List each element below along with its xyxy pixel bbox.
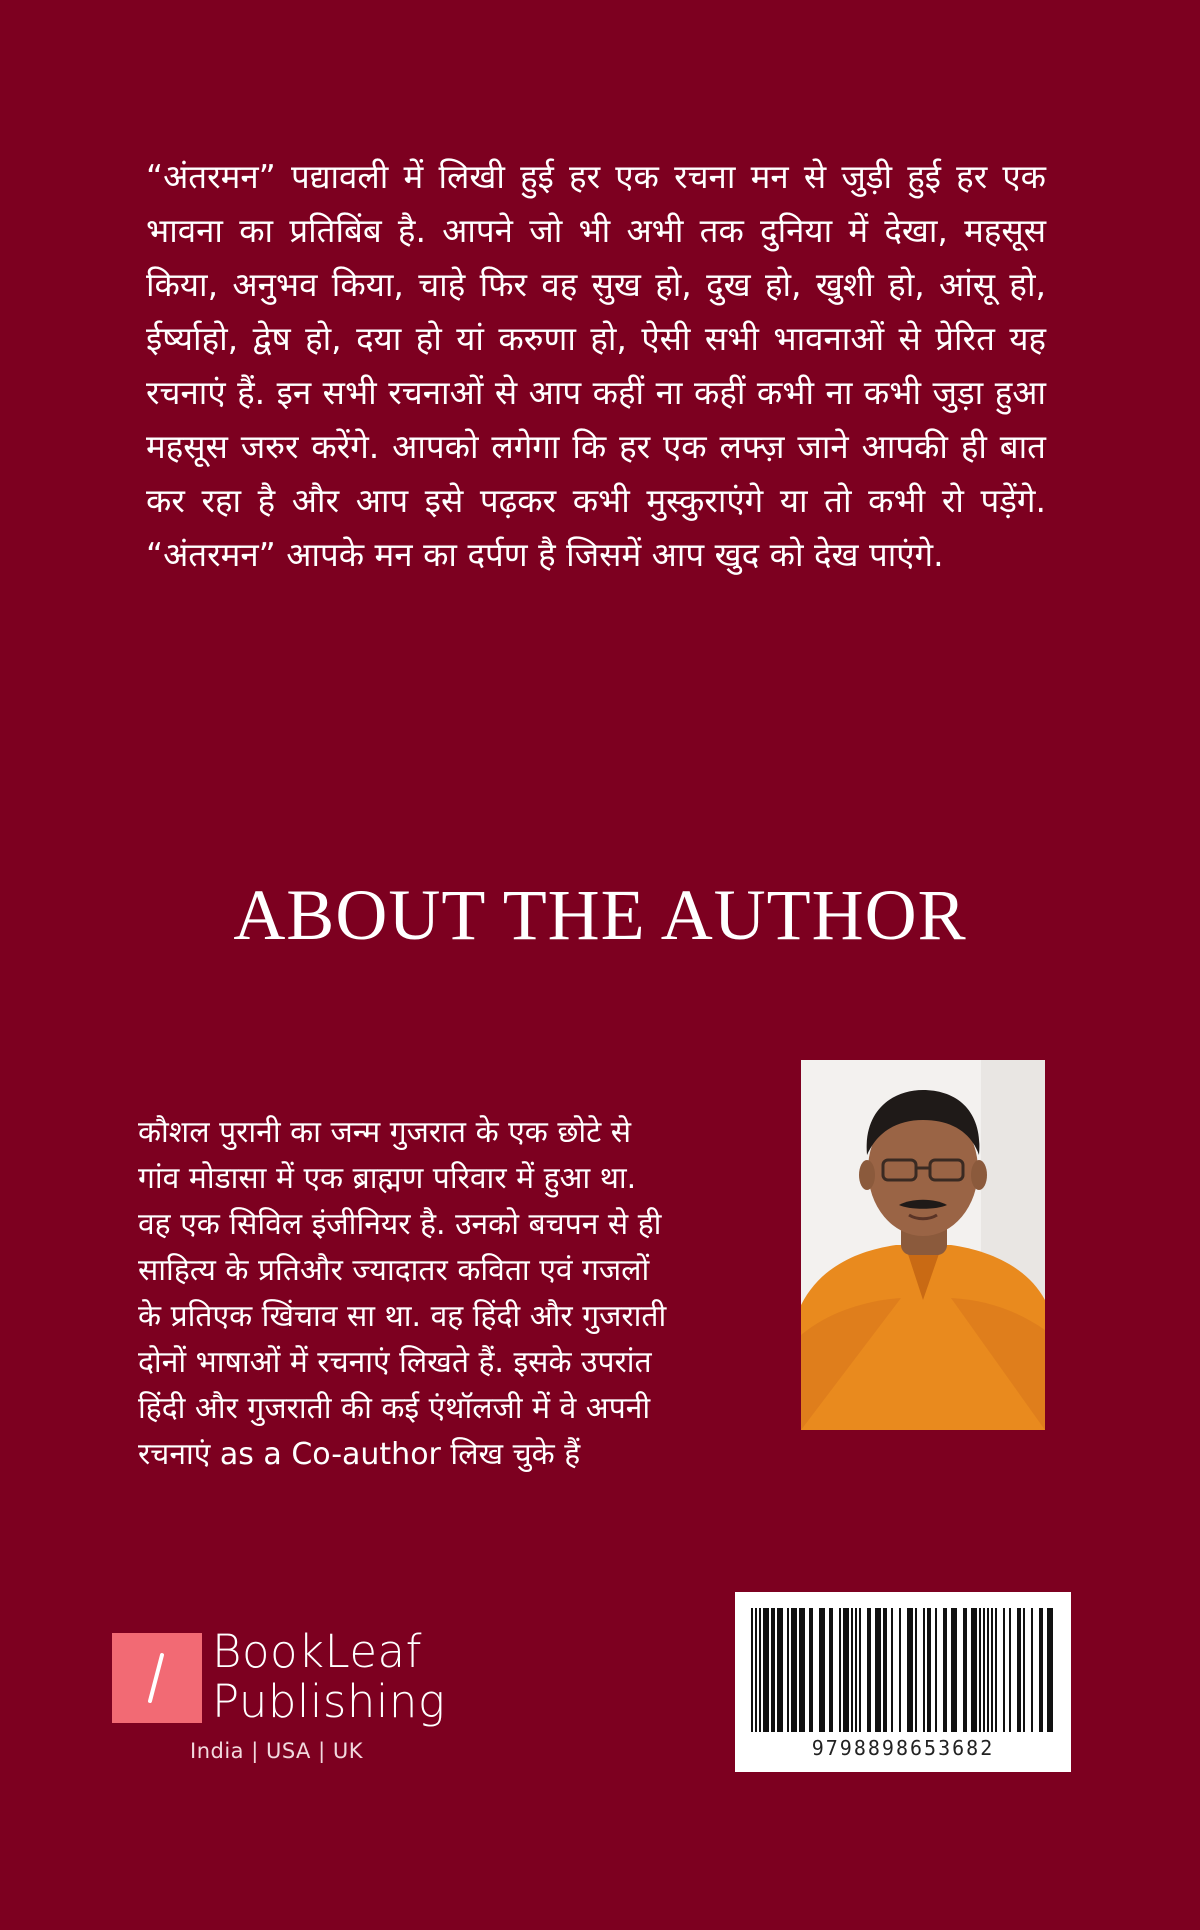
barcode-bar	[971, 1608, 977, 1732]
book-blurb: “अंतरमन” पद्यावली में लिखी हुई हर एक रचना मन से जुड़ी हुई हर एक भावना का प्रतिबिंब है. आपने जो भी अभी तक दुनिया में देखा, महसूस किया, अनुभव किया, चाहे फिर वह सुख हो, दुख हो, खुशी हो, आंसू हो, ईर्ष्याहो, द्वेष हो, दया हो यां करुणा हो, ऐसी सभी भावनाओं से प्रेरित यह रचनाएं हैं. इन सभी रचनाओं से आप कहीं ना कहीं कभी ना कभी जुड़ा हुआ महसूस जरुर करेंगे. आपको लगेगा कि हर एक लफ्ज़ जाने आपकी ही बात कर रहा है और आप इसे पढ़कर कभी मुस्कुराएंगे या तो कभी रो पड़ेंगे. “अंतरमन” आपके मन का दर्पण है जिसमें आप खुद को देख पाएंगे.	[146, 157, 1046, 574]
barcode-bar	[1047, 1608, 1053, 1732]
barcode-bar	[1023, 1608, 1025, 1732]
about-author-heading: ABOUT THE AUTHOR	[233, 875, 967, 955]
barcode-bar	[923, 1608, 925, 1732]
barcode-bar	[809, 1608, 813, 1732]
barcode-bar	[1017, 1608, 1021, 1732]
barcode-bar	[915, 1608, 917, 1732]
barcode-bar	[1009, 1608, 1011, 1732]
barcode-bar	[799, 1608, 805, 1732]
barcode-bar	[891, 1608, 893, 1732]
barcode-bar	[927, 1608, 931, 1732]
barcode-bar	[907, 1608, 913, 1732]
author-photo	[801, 1060, 1045, 1430]
publisher-name-line2: Publishing	[212, 1675, 446, 1728]
isbn-barcode	[735, 1592, 1071, 1772]
barcode-bar	[755, 1608, 757, 1732]
barcode-bar	[979, 1608, 981, 1732]
barcode-bar	[843, 1608, 849, 1732]
barcode-bar	[875, 1608, 881, 1732]
barcode-bar	[935, 1608, 937, 1732]
barcode-bar	[777, 1608, 783, 1732]
bio-line: कौशल पुरानी का जन्म गुजरात के एक छोटे से	[138, 1115, 632, 1150]
author-bio	[138, 1110, 738, 1478]
barcode-bar	[851, 1608, 853, 1732]
barcode-bar	[771, 1608, 775, 1732]
barcode-bar	[987, 1608, 989, 1732]
bio-line: साहित्य के प्रतिऔर ज्यादातर कविता एवं गजलों	[138, 1253, 650, 1288]
barcode-bar	[943, 1608, 947, 1732]
publisher-name	[212, 1627, 445, 1727]
barcode-bar	[839, 1608, 841, 1732]
bio-line: वह एक सिविल इंजीनियर है. उनको बचपन से ही	[138, 1207, 662, 1242]
publisher-regions: India | USA | UK	[190, 1739, 363, 1763]
barcode-bar	[899, 1608, 901, 1732]
barcode-bar	[791, 1608, 797, 1732]
barcode-bar	[867, 1608, 871, 1732]
barcode-bar	[883, 1608, 887, 1732]
barcode-bar	[963, 1608, 967, 1732]
bio-line: के प्रतिएक खिंचाव सा था. वह हिंदी और गुजराती	[138, 1299, 667, 1334]
barcode-bar	[1039, 1608, 1043, 1732]
bio-line: दोनों भाषाओं में रचनाएं लिखते हैं. इसके उपरांत	[138, 1345, 652, 1380]
publisher-name-line1: BookLeaf	[212, 1625, 422, 1678]
barcode-bar	[787, 1608, 789, 1732]
author-portrait-illustration	[801, 1060, 1045, 1430]
barcode-bars	[747, 1608, 1059, 1732]
barcode-bar	[759, 1608, 761, 1732]
barcode-bar	[951, 1608, 957, 1732]
bio-line: रचनाएं as a Co-author लिख चुके हैं	[138, 1437, 581, 1472]
barcode-bar	[991, 1608, 993, 1732]
barcode-bar	[1031, 1608, 1033, 1732]
barcode-bar	[983, 1608, 985, 1732]
barcode-bar	[751, 1608, 753, 1732]
barcode-bar	[1003, 1608, 1005, 1732]
bio-line: गांव मोडासा में एक ब्राह्मण परिवार में हुआ था.	[138, 1161, 637, 1196]
publisher-logo	[112, 1627, 532, 1767]
bookleaf-logo-icon	[112, 1633, 202, 1723]
barcode-bar	[855, 1608, 857, 1732]
barcode-bar	[859, 1608, 861, 1732]
isbn-number: 9798898653682	[811, 1736, 995, 1760]
bio-line: हिंदी और गुजराती की कई एंथॉलजी में वे अपनी	[138, 1391, 651, 1426]
barcode-bar	[995, 1608, 997, 1732]
barcode-bar	[763, 1608, 769, 1732]
barcode-bar	[829, 1608, 833, 1732]
barcode-bar	[819, 1608, 825, 1732]
